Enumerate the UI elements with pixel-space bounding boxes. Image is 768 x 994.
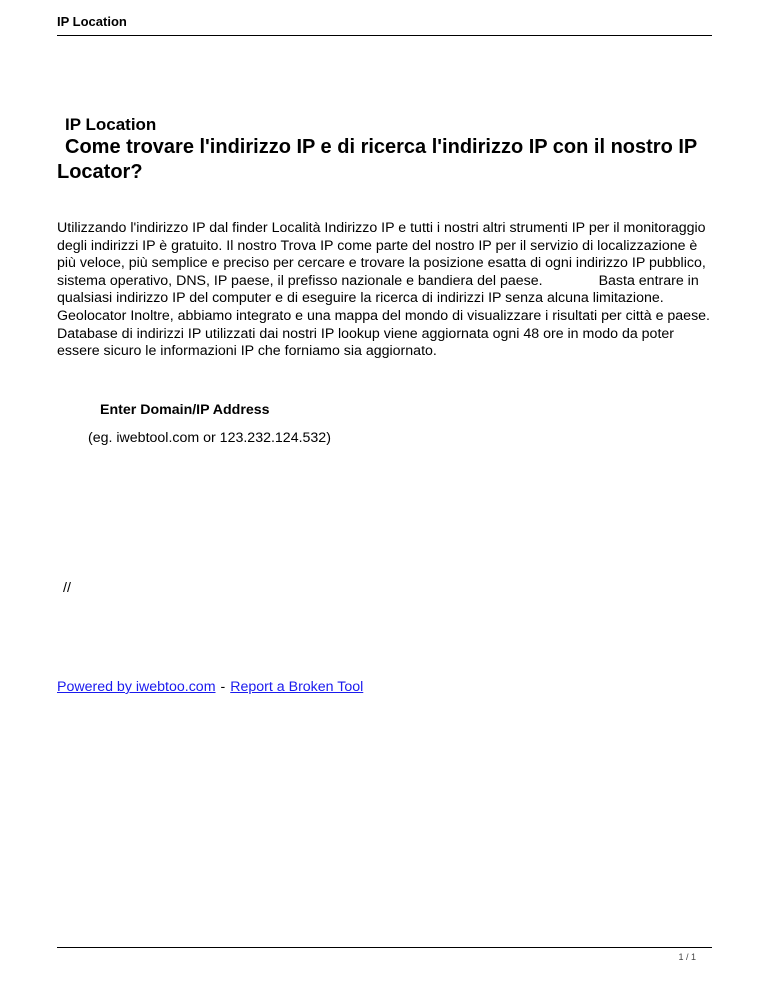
footer-divider — [57, 947, 712, 948]
paragraph-database: Database di indirizzi IP utilizzati dai nostri IP lookup viene aggiornata ogni 48 ore in modo da poter essere sicuro le informazioni IP che forniamo sia aggiornato. — [57, 325, 675, 360]
paragraph-intro-text: Utilizzando l'indirizzo IP dal finder Località Indirizzo IP e tutti i nostri altri strumenti IP per il monitoraggio degli indirizzi IP è gratuito. Il nostro Trova IP come parte del nostro IP per il servizio di localizzazione è più veloce, più semplice e preciso per cercare e trovare la posizione esatta di ogni indirizzo IP pubblico, sistema operativo, DNS, IP paese, il prefisso nazionale e bandiera del paese. — [57, 220, 706, 289]
link-separator: - — [220, 679, 226, 695]
script-comment-marker: // — [63, 580, 71, 596]
example-hint: (eg. iwebtool.com or 123.232.124.532) — [88, 430, 331, 446]
powered-by-link[interactable]: Powered by iwebtoo.com — [57, 679, 216, 695]
paragraph-intro — [57, 220, 717, 308]
section-label: IP Location — [65, 115, 157, 134]
domain-ip-field-label: Enter Domain/IP Address — [100, 402, 270, 418]
running-header-title: IP Location — [57, 14, 127, 29]
paragraph-intro-continuation: Basta entrare in qualsiasi indirizzo IP del computer e di eseguire la ricerca di indirizzi IP senza alcuna limitazione. — [57, 272, 699, 307]
tool-credit-links — [57, 679, 363, 695]
paragraph-geolocator: Geolocator Inoltre, abbiamo integrato e una mappa del mondo di visualizzare i risultati per città e paese. — [57, 307, 710, 324]
report-broken-tool-link[interactable]: Report a Broken Tool — [230, 679, 364, 695]
page-number: 1 / 1 — [678, 952, 696, 962]
header-divider — [57, 35, 712, 36]
article-body — [57, 220, 717, 361]
page-title: Come trovare l'indirizzo IP e di ricerca l'indirizzo IP con il nostro IP Locator? — [57, 136, 697, 183]
